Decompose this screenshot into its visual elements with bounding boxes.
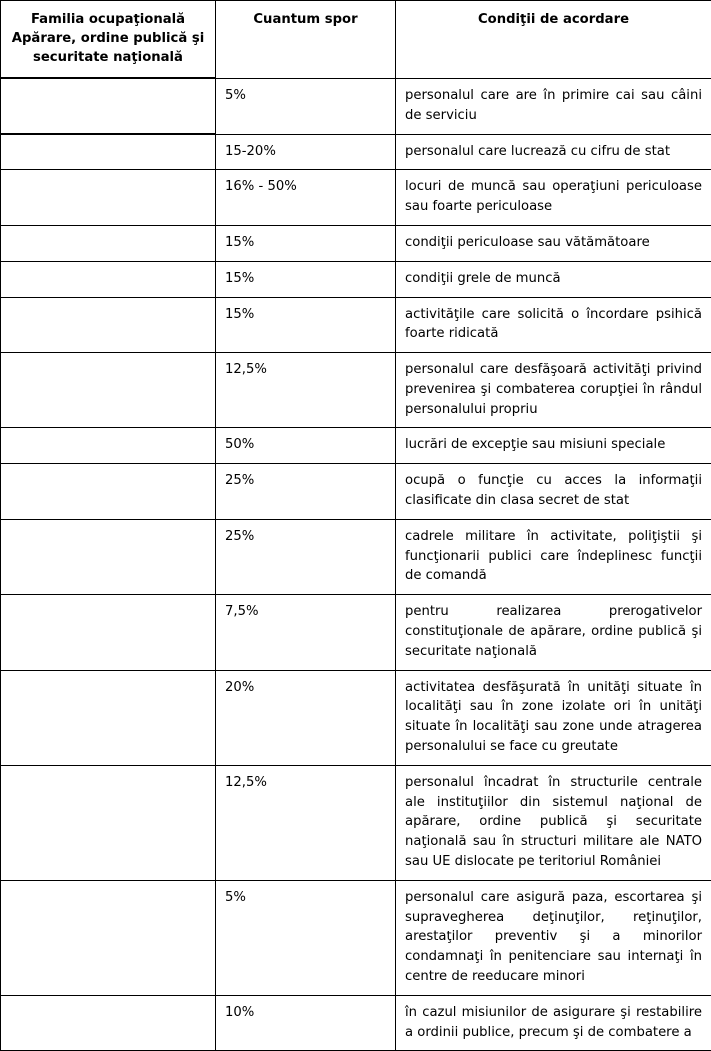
cuantum-value: 10% [216,995,396,1051]
table-row [1,995,711,1051]
cuantum-value: 15% [216,225,396,261]
family-cell [1,519,216,594]
cuantum-value: 5% [216,880,396,995]
family-cell [1,670,216,765]
cuantum-value: 12,5% [216,765,396,880]
table-row [1,78,711,134]
column-header-family-line3: securitate naţională [11,48,205,67]
conditii-text: personalul care asigură paza, escortarea şi supravegherea deţinuţilor, reţinuţilor, arestaţilor preventiv şi a minorilor condamnaţi în penitenciare sau internaţi în centre de reeducare minori [396,880,711,995]
table-row [1,880,711,995]
cuantum-value: 20% [216,670,396,765]
table-header [1,1,711,79]
family-cell [1,464,216,520]
column-header-family-line1: Familia ocupaţională [11,10,205,29]
cuantum-value: 25% [216,464,396,520]
conditii-text: cadrele militare în activitate, poliţiştii şi funcţionarii publici care îndeplinesc funcţii de comandă [396,519,711,594]
conditii-text: personalul care are în primire cai sau câini de serviciu [396,78,711,134]
family-cell [1,880,216,995]
table-header-row [1,1,711,79]
table-row [1,670,711,765]
cuantum-value: 50% [216,428,396,464]
conditii-text: personalul încadrat în structurile centrale ale instituţiilor din sistemul naţional de apărare, ordine publică şi securitate naţională sau în structuri militare ale NATO sau UE dislocate pe teritoriul României [396,765,711,880]
table-row [1,353,711,428]
table-row [1,519,711,594]
conditii-text: în cazul misiunilor de asigurare şi restabilire a ordinii publice, precum şi de combatere a [396,995,711,1051]
table-row [1,261,711,297]
column-header-family-line2: Apărare, ordine publică şi [11,29,205,48]
cuantum-value: 16% - 50% [216,170,396,226]
conditii-text: ocupă o funcţie cu acces la informaţii clasificate din clasa secret de stat [396,464,711,520]
table-row [1,765,711,880]
conditii-text: personalul care lucrează cu cifru de stat [396,134,711,170]
family-cell [1,170,216,226]
conditii-text: lucrări de excepţie sau misiuni speciale [396,428,711,464]
conditii-text: locuri de muncă sau operaţiuni periculoase sau foarte periculoase [396,170,711,226]
table-row [1,464,711,520]
family-cell [1,353,216,428]
column-header-conditii: Condiţii de acordare [396,1,711,79]
family-cell [1,297,216,353]
cuantum-value: 15% [216,261,396,297]
table-row [1,225,711,261]
table-row [1,170,711,226]
family-cell [1,225,216,261]
column-header-cuantum: Cuantum spor [216,1,396,79]
conditii-text: activităţile care solicită o încordare psihică foarte ridicată [396,297,711,353]
cuantum-value: 15% [216,297,396,353]
family-cell [1,595,216,670]
table-row [1,595,711,670]
cuantum-value: 5% [216,78,396,134]
cuantum-value: 7,5% [216,595,396,670]
conditii-text: pentru realizarea prerogativelor constituţionale de apărare, ordine publică şi securitate naţională [396,595,711,670]
conditii-text: personalul care desfăşoară activităţi privind prevenirea şi combaterea corupţiei în rândul personalului propriu [396,353,711,428]
family-cell [1,134,216,170]
family-cell [1,428,216,464]
family-cell [1,765,216,880]
column-header-family [1,1,216,79]
table-row [1,134,711,170]
conditii-text: condiţii grele de muncă [396,261,711,297]
cuantum-value: 25% [216,519,396,594]
conditii-text: activitatea desfăşurată în unităţi situate în localităţi sau în zone izolate ori în unităţi situate în localităţi sau zone unde atragerea personalului se face cu greutate [396,670,711,765]
table-body [1,78,711,1050]
family-cell [1,995,216,1051]
family-cell [1,78,216,134]
family-cell [1,261,216,297]
cuantum-value: 12,5% [216,353,396,428]
table-row [1,297,711,353]
table-row [1,428,711,464]
cuantum-value: 15-20% [216,134,396,170]
conditii-text: condiţii periculoase sau vătămătoare [396,225,711,261]
